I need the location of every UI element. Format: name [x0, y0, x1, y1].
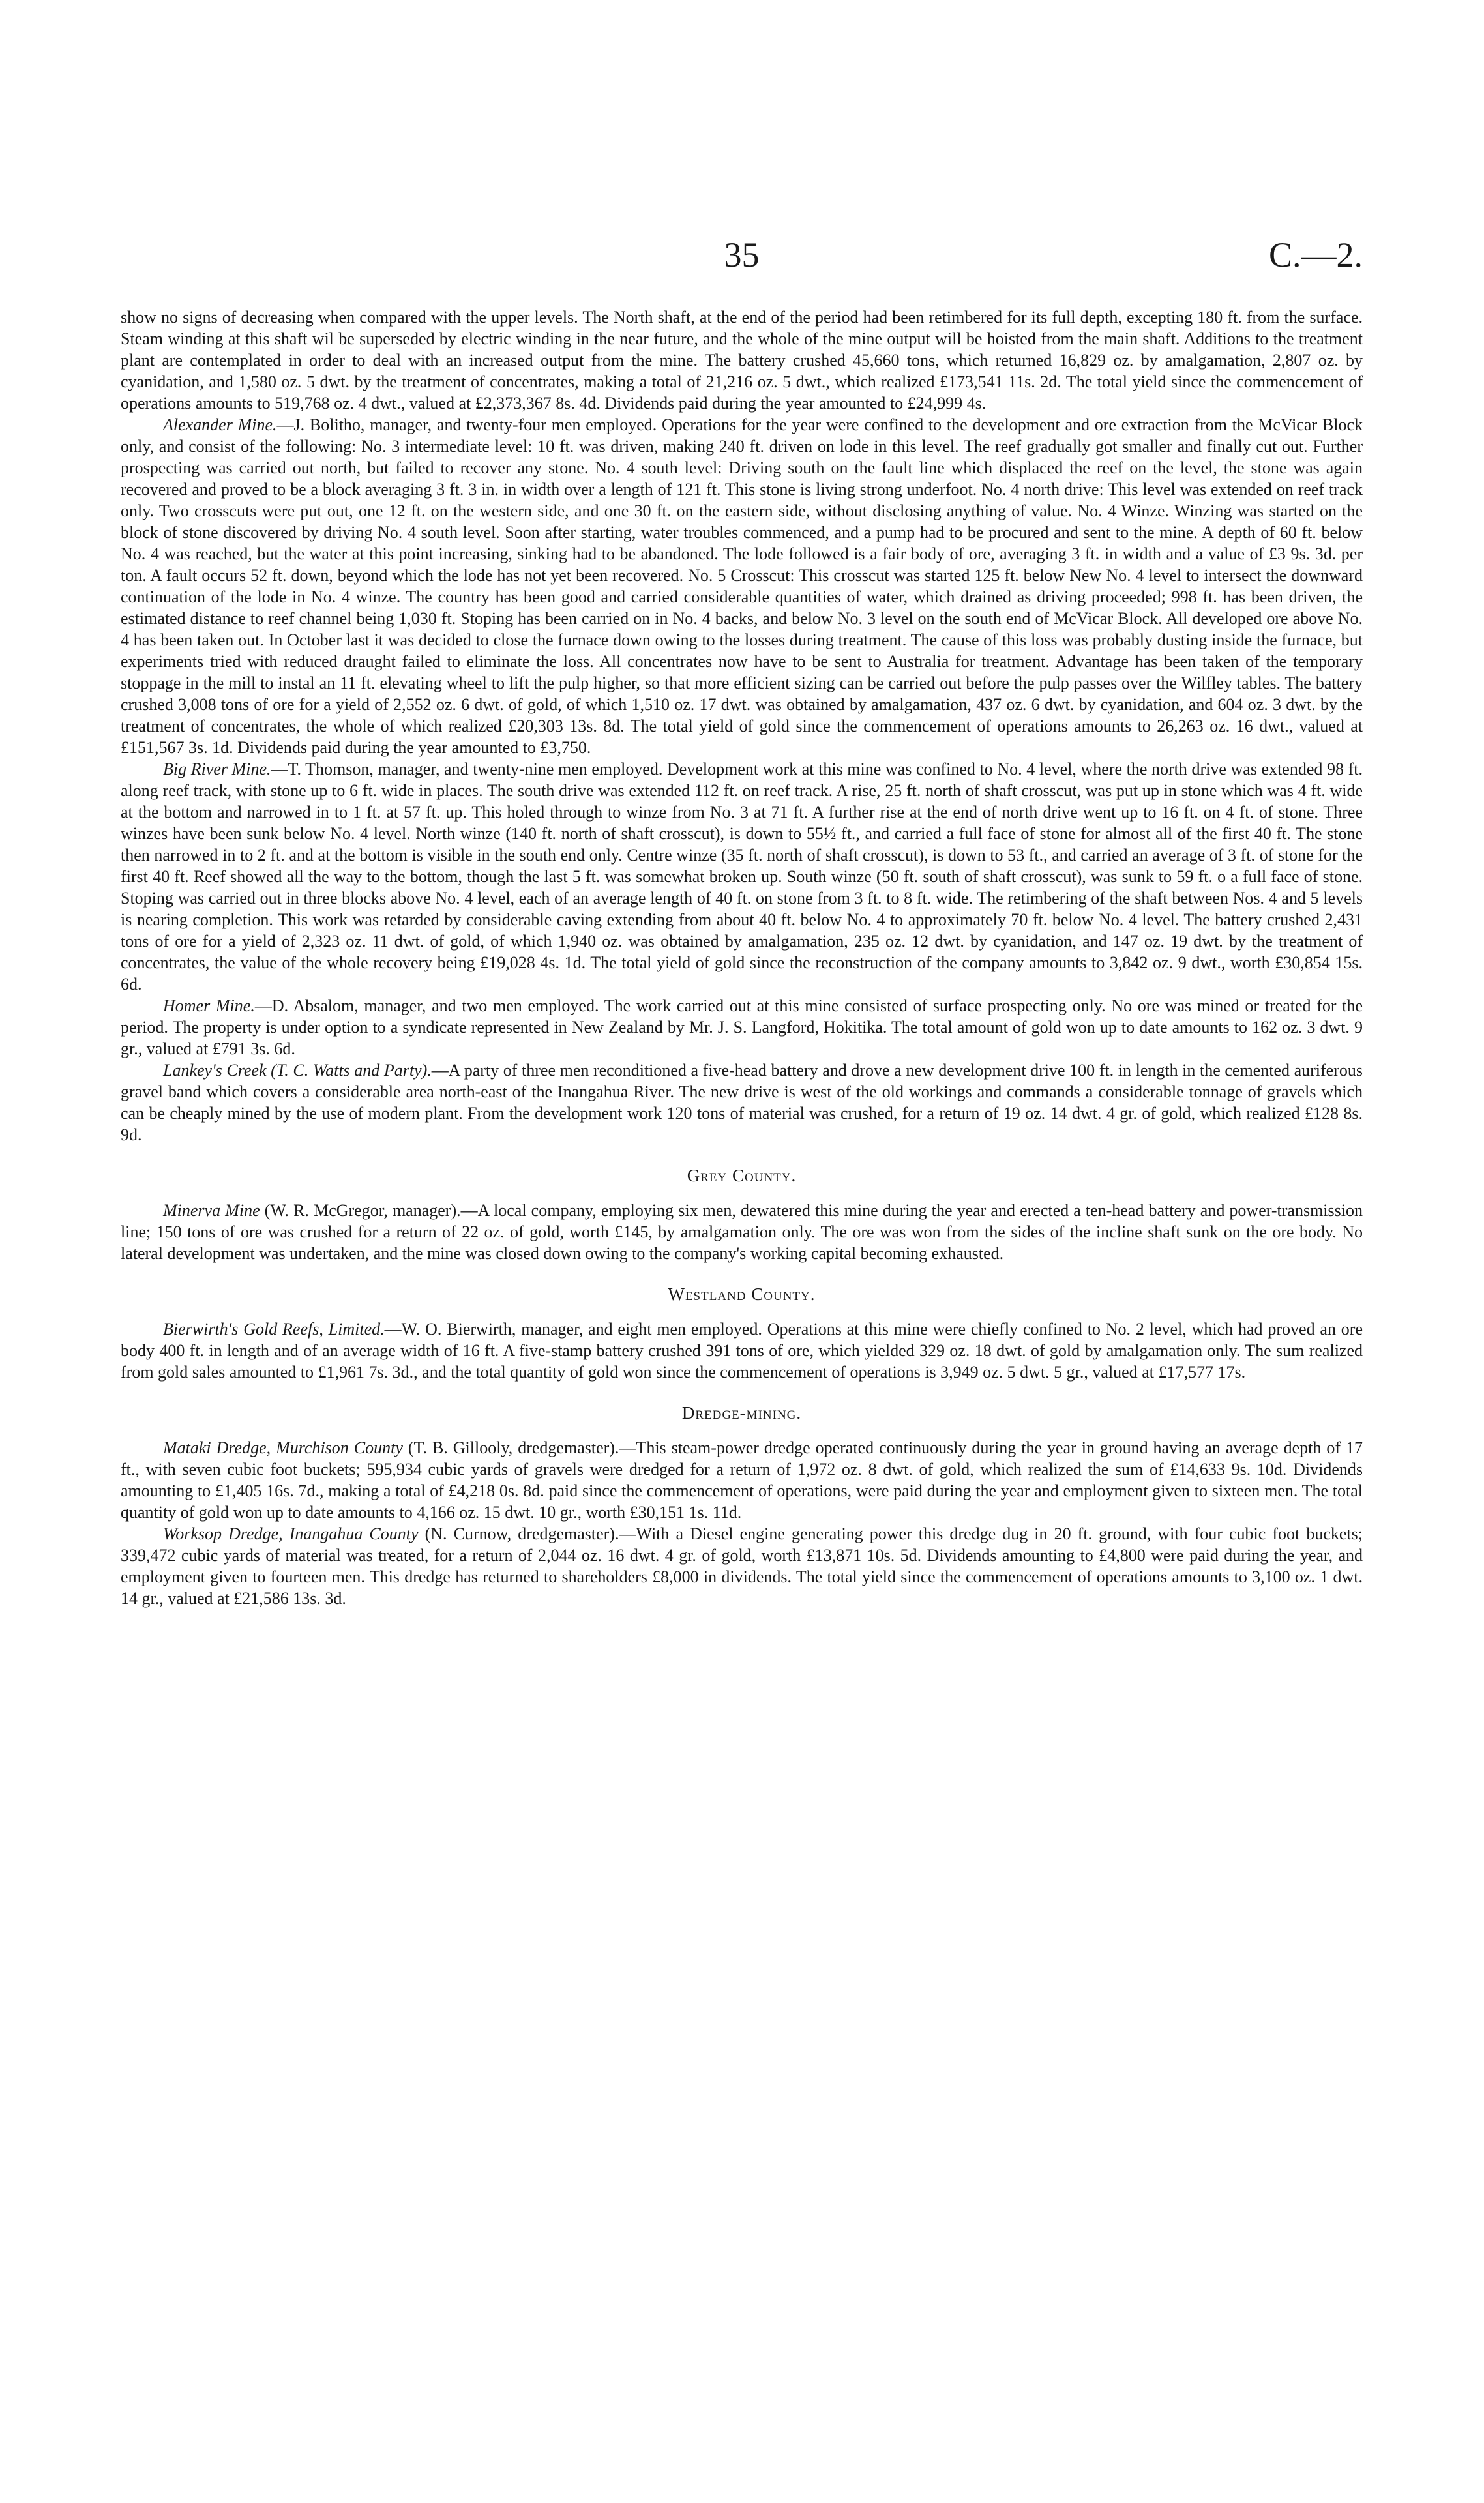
paragraph-text: —A party of three men reconditioned a five-head battery and drove a new development drive 100 ft. in length in the cemented auriferous gravel band which covers a considerable area north-east of the Inangahua River. The new drive is west of the old workings and commands a considerable tonnage of gravels which can be cheaply mined by the use of modern plant. From the development work 120 tons of material was crushed, for a return of 19 oz. 14 dwt. 4 gr. of gold, which realized £128 8s. 9d.	[121, 1061, 1363, 1144]
page-number: 35	[724, 235, 760, 274]
document-reference: C.—2.	[1268, 235, 1363, 274]
paragraph-text: —W. O. Bierwirth, manager, and eight men employed. Operations at this mine were chiefly confined to No. 2 level, which had proved an ore body 400 ft. in length and of an average width of 16 ft. A five-stamp battery crushed 391 tons of ore, which yielded 329 oz. 18 dwt. of gold by amalgamation only. The sum realized from gold sales amounted to £1,961 7s. 3d., and the total quantity of gold won since the commencement of operations is 3,949 oz. 5 dwt. 5 gr., valued at £17,577 17s.	[121, 1320, 1363, 1382]
page-header	[121, 235, 1363, 280]
paragraph-title: Mataki Dredge, Murchison County	[163, 1438, 403, 1457]
paragraph-text: (T. B. Gillooly, dredgemaster).—This steam-power dredge operated continuously during the year in ground having an average depth of 17 ft., with seven cubic foot buckets; 595,934 cubic yards of gravels were dredged for a return of 1,972 oz. 8 dwt. of gold, which realized the sum of £14,633 9s. 10d. Dividends amounting to £1,405 16s. 7d., making a total of £4,218 0s. 8d. paid since the commencement of operations, were paid during the year and employment given to sixteen men. The total quantity of gold won up to date amounts to 4,166 oz. 15 dwt. 10 gr., worth £30,151 1s. 11d.	[121, 1438, 1363, 1522]
paragraph-big-river-mine	[121, 758, 1363, 995]
paragraph-text: —D. Absalom, manager, and two men employed. The work carried out at this mine consisted of surface prospecting only. No ore was mined or treated for the period. The property is under option to a syndicate represented in New Zealand by Mr. J. S. Langford, Hokitika. The total amount of gold won up to date amounts to 162 oz. 3 dwt. 9 gr., valued at £791 3s. 6d.	[121, 996, 1363, 1058]
paragraph-title: Big River Mine.	[163, 760, 271, 778]
paragraph-text: (N. Curnow, dredgemaster).—With a Diesel engine generating power this dredge dug in 20 ft. ground, with four cubic foot buckets; 339,472 cubic yards of material was treated, for a return of 2,044 oz. 16 dwt. 4 gr. of gold, worth £13,871 10s. 5d. Dividends amounting to £4,800 were paid during the year, and employment given to fourteen men. This dredge has returned to shareholders £8,000 in dividends. The total yield since the commencement of operations amounts to 3,100 oz. 1 dwt. 14 gr., valued at £21,586 13s. 3d.	[121, 1524, 1363, 1608]
paragraph-homer-mine	[121, 995, 1363, 1059]
paragraph-title: Homer Mine.	[163, 996, 255, 1015]
section-heading-dredge-mining: Dredge-mining.	[681, 1403, 802, 1423]
paragraph-alexander-mine	[121, 414, 1363, 758]
paragraph-lankeys-creek	[121, 1059, 1363, 1146]
section-heading-grey-county: Grey County.	[687, 1166, 797, 1185]
section-heading-westland-county: Westland County.	[668, 1284, 816, 1304]
paragraph-mataki-dredge	[121, 1437, 1363, 1523]
paragraph-title: Lankey's Creek (T. C. Watts and Party).	[163, 1061, 432, 1080]
paragraph-bierwirths-gold-reefs	[121, 1318, 1363, 1383]
paragraph-minerva-mine	[121, 1200, 1363, 1264]
paragraph-text: —J. Bolitho, manager, and twenty-four men employed. Operations for the year were confined to the development and ore extraction from the McVicar Block only, and consist of the following: No. 3 intermediate level: 10 ft. was driven, making 240 ft. driven on lode in this level. The reef gradually got smaller and finally cut out. Further prospecting was carried out north, but failed to recover any stone. No. 4 south level: Driving south on the fault line which displaced the reef on the level, the stone was again recovered and proved to be a block averaging 3 ft. 3 in. in width over a length of 121 ft. This stone is living strong underfoot. No. 4 north drive: This level was extended on reef track only. Two crosscuts were put out, one 12 ft. on the western side, and one 30 ft. on the eastern side, without disclosing anything of value. No. 4 Winze. Winzing was started on the block of stone discovered by driving No. 4 south level. Soon after starting, water troubles commenced, and a pump had to be procured and sent to the mine. A depth of 60 ft. below No. 4 was reached, but the water at this point increasing, sinking had to be abandoned. The lode followed is a fair body of ore, averaging 3 ft. in width and a value of £3 9s. 3d. per ton. A fault occurs 52 ft. down, beyond which the lode has not yet been recovered. No. 5 Crosscut: This crosscut was started 125 ft. below New No. 4 level to intersect the downward continuation of the lode in No. 4 winze. The country has been good and carried considerable quantities of water, which drained as driving proceeded; 998 ft. has been driven, the estimated distance to reef channel being 1,030 ft. Stoping has been carried on in No. 4 backs, and below No. 3 level on the south end of McVicar Block. All developed ore above No. 4 has been taken out. In October last it was decided to close the furnace down owing to the losses during treatment. The cause of this loss was probably dusting inside the furnace, but experiments tried with reduced draught failed to eliminate the loss. All concentrates now have to be sent to Australia for treatment. Advantage has been taken of the temporary stoppage in the mill to instal an 11 ft. elevating wheel to lift the pulp higher, so that more efficient sizing can be carried out before the pulp passes over the Wilfley tables. The battery crushed 3,008 tons of ore for a yield of 2,552 oz. 6 dwt. of gold, of which 1,510 oz. 17 dwt. was obtained by amalgamation, 437 oz. 6 dwt. by cyanidation, and 604 oz. 3 dwt. by the treatment of concentrates, the whole of which realized £20,303 13s. 8d. The total yield of gold since the commencement of operations amounts to 26,263 oz. 16 dwt., valued at £151,567 3s. 1d. Dividends paid during the year amounted to £3,750.	[121, 415, 1363, 757]
paragraph-text: —T. Thomson, manager, and twenty-nine men employed. Development work at this mine was confined to No. 4 level, where the north drive was extended 98 ft. along reef track, with stone up to 6 ft. wide in places. The south drive was extended 112 ft. on reef track. A rise, 25 ft. north of shaft crosscut, was put up in stone which was 4 ft. wide at the bottom and narrowed in to 1 ft. at 57 ft. up. This holed through to winze from No. 3 at 71 ft. A further rise at the end of north drive went up to 16 ft. on 4 ft. of stone. Three winzes have been sunk below No. 4 level. North winze (140 ft. north of shaft crosscut), is down to 55½ ft., and carried a full face of stone for almost all of the first 40 ft. The stone then narrowed in to 2 ft. and at the bottom is visible in the south end only. Centre winze (35 ft. north of shaft crosscut), is down to 53 ft., and carried an average of 3 ft. of stone for the first 40 ft. Reef showed all the way to the bottom, though the last 5 ft. was somewhat broken up. South winze (50 ft. south of shaft crosscut), was sunk to 59 ft. o a full face of stone. Stoping was carried out in three blocks above No. 4 level, each of an average length of 40 ft. on stone from 3 ft. to 8 ft. wide. The retimbering of the shaft between Nos. 4 and 5 levels is nearing completion. This work was retarded by considerable caving extending from about 40 ft. below No. 4 to approximately 70 ft. below No. 4 level. The battery crushed 2,431 tons of ore for a yield of 2,323 oz. 11 dwt. of gold, of which 1,940 oz. was obtained by amalgamation, 235 oz. 12 dwt. by cyanidation, and 147 oz. 19 dwt. by the treatment of concentrates, the value of the whole recovery being £19,028 4s. 1d. The total yield of gold since the reconstruction of the company amounts to 3,842 oz. 9 dwt., worth £30,854 15s. 6d.	[121, 760, 1363, 994]
paragraph-title: Minerva Mine	[163, 1201, 260, 1220]
paragraph-continuation	[121, 306, 1363, 414]
paragraph-text: show no signs of decreasing when compared with the upper levels. The North shaft, at the end of the period had been retimbered for its full depth, excepting 180 ft. from the surface. Steam winding at this shaft wil be superseded by electric winding in the near future, and the whole of the mine output will be hoisted from the main shaft. Additions to the treatment plant are contemplated in order to deal with an increased output from the mine. The battery crushed 45,660 tons, which returned 16,829 oz. by amalgamation, 2,807 oz. by cyanidation, and 1,580 oz. 5 dwt. by the treatment of concentrates, making a total of 21,216 oz. 5 dwt., which realized £173,541 11s. 2d. The total yield since the commencement of operations amounts to 519,768 oz. 4 dwt., valued at £2,373,367 8s. 4d. Dividends paid during the year amounted to £24,999 4s.	[121, 308, 1363, 413]
paragraph-title: Worksop Dredge, Inangahua County	[163, 1524, 419, 1543]
document-body	[121, 306, 1363, 1609]
paragraph-text: (W. R. McGregor, manager).—A local company, employing six men, dewatered this mine during the year and erected a ten-head battery and power-transmission line; 150 tons of ore was crushed for a return of 22 oz. of gold, worth £145, by amalgamation only. The ore was won from the sides of the incline shaft sunk on the ore body. No lateral development was undertaken, and the mine was closed down owing to the company's working capital becoming exhausted.	[121, 1201, 1363, 1263]
paragraph-title: Alexander Mine.	[163, 415, 277, 434]
paragraph-worksop-dredge	[121, 1523, 1363, 1609]
paragraph-title: Bierwirth's Gold Reefs, Limited.	[163, 1320, 385, 1339]
